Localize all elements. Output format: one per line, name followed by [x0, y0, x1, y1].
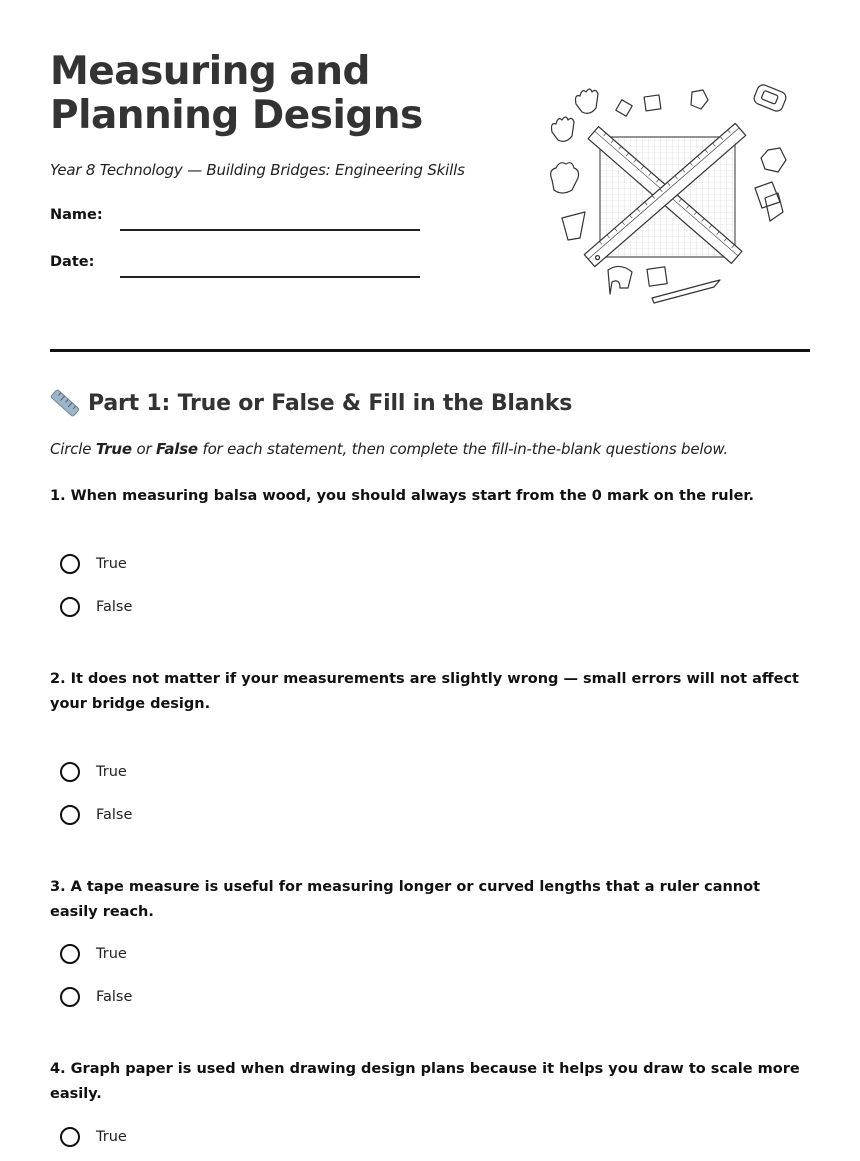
- date-label: Date:: [50, 254, 95, 270]
- radio-button[interactable]: [60, 597, 80, 617]
- instructions-false-word: False: [156, 440, 198, 458]
- option-label: True: [96, 946, 127, 962]
- q1-option-true[interactable]: [60, 554, 127, 574]
- page-title: Measuring and Planning Designs: [50, 49, 423, 138]
- ruler-icon: [50, 388, 80, 418]
- radio-button[interactable]: [60, 554, 80, 574]
- q3-option-true[interactable]: [60, 944, 127, 964]
- instructions: [50, 440, 728, 458]
- section-heading-text: Part 1: True or False & Fill in the Blanks: [88, 390, 573, 416]
- date-field[interactable]: [120, 276, 420, 278]
- name-field[interactable]: [120, 229, 420, 231]
- header-divider: [50, 349, 810, 352]
- option-label: True: [96, 764, 127, 780]
- measuring-tools-illustration: [540, 80, 800, 310]
- radio-button[interactable]: [60, 805, 80, 825]
- instructions-text: for each statement, then complete the fill-in-the-blank questions below.: [202, 440, 729, 458]
- radio-button[interactable]: [60, 762, 80, 782]
- q3-option-false[interactable]: [60, 987, 132, 1007]
- question-2: 2. It does not matter if your measurements are slightly wrong — small errors will not affect your bridge design.: [50, 671, 799, 712]
- question-3: 3. A tape measure is useful for measuring longer or curved lengths that a ruler cannot easily reach.: [50, 879, 761, 920]
- option-label: False: [96, 807, 133, 823]
- page-subtitle: Year 8 Technology — Building Bridges: Engineering Skills: [50, 161, 465, 179]
- instructions-text: Circle: [50, 440, 92, 458]
- q1-option-false[interactable]: [60, 597, 132, 617]
- question-4: 4. Graph paper is used when drawing design plans because it helps you draw to scale more easily.: [50, 1061, 800, 1102]
- radio-button[interactable]: [60, 987, 80, 1007]
- q4-option-true[interactable]: [60, 1127, 127, 1147]
- question-1: 1. When measuring balsa wood, you should always start from the 0 mark on the ruler.: [50, 488, 755, 504]
- option-label: True: [96, 1129, 127, 1145]
- radio-button[interactable]: [60, 944, 80, 964]
- q2-option-false[interactable]: [60, 805, 132, 825]
- radio-button[interactable]: [60, 1127, 80, 1147]
- instructions-text: or: [136, 440, 152, 458]
- instructions-true-word: True: [95, 440, 132, 458]
- option-label: True: [96, 556, 127, 572]
- section-heading: [50, 388, 572, 418]
- option-label: False: [96, 989, 133, 1005]
- q2-option-true[interactable]: [60, 762, 127, 782]
- name-label: Name:: [50, 207, 103, 223]
- option-label: False: [96, 599, 133, 615]
